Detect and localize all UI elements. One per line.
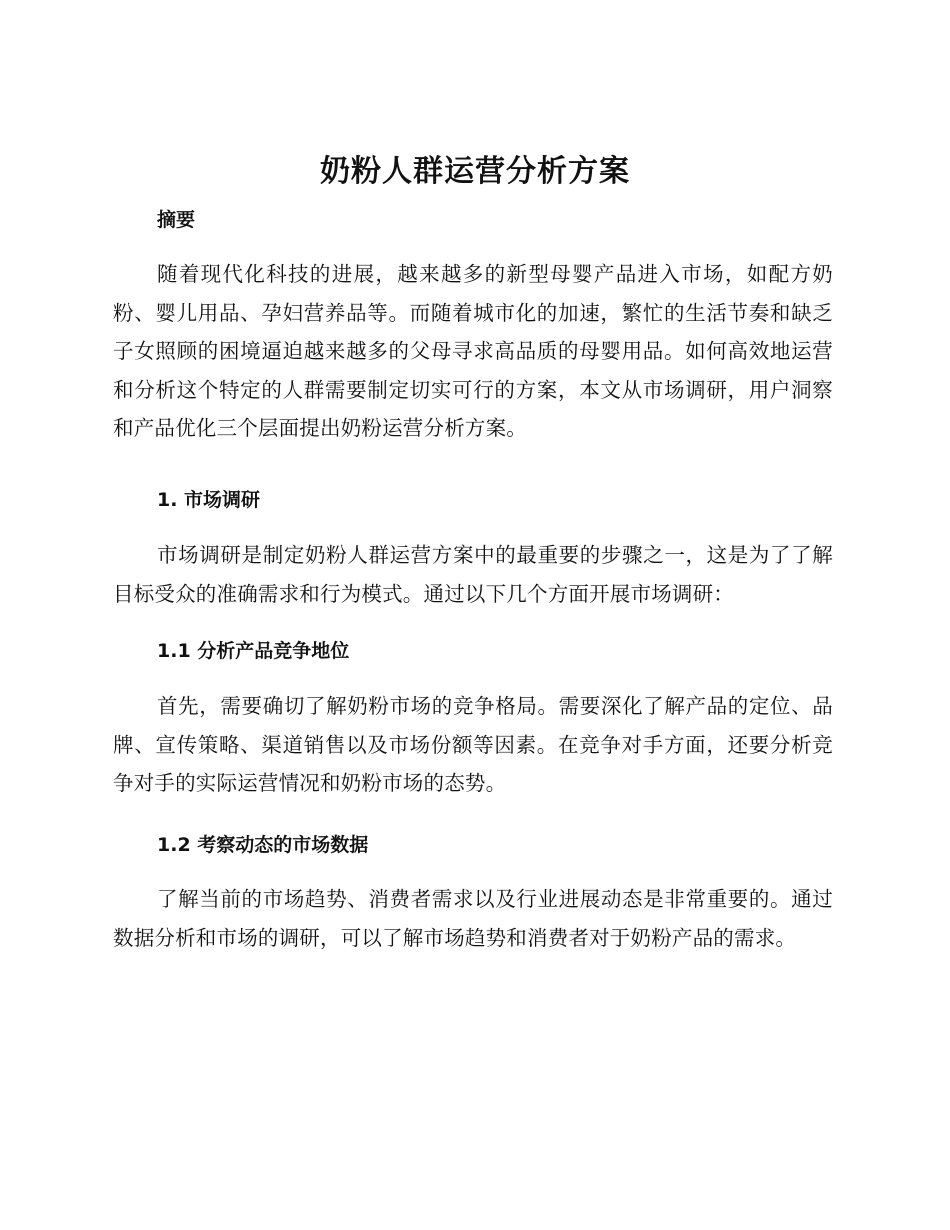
section-1-1-heading: 1.1 分析产品竞争地位 [157, 640, 350, 662]
abstract-heading: 摘要 [157, 209, 196, 231]
section-1-2-paragraph: 了解当前的市场趋势、消费者需求以及行业进展动态是非常重要的。通过数据分析和市场的调研，可以了解市场趋势和消费者对于奶粉产品的需求。 [113, 887, 833, 950]
section-1-paragraph: 市场调研是制定奶粉人群运营方案中的最重要的步骤之一，这是为了了解目标受众的准确需求和行为模式。通过以下几个方面开展市场调研： [113, 543, 833, 606]
section-1-2-heading: 1.2 考察动态的市场数据 [157, 834, 369, 856]
section-1-1-paragraph: 首先，需要确切了解奶粉市场的竞争格局。需要深化了解产品的定位、品牌、宣传策略、渠道销售以及市场份额等因素。在竞争对手方面，还要分析竞争对手的实际运营情况和奶粉市场的态势。 [113, 694, 833, 795]
abstract-paragraph: 随着现代化科技的进展，越来越多的新型母婴产品进入市场，如配方奶粉、婴儿用品、孕妇营养品等。而随着城市化的加速，繁忙的生活节奏和缺乏子女照顾的困境逼迫越来越多的父母寻求高品质的母婴用品。如何高效地运营和分析这个特定的人群需要制定切实可行的方案，本文从市场调研，用户洞察和产品优化三个层面提出奶粉运营分析方案。 [113, 262, 833, 440]
document-title: 奶粉人群运营分析方案 [320, 154, 630, 189]
section-1-heading: 1. 市场调研 [157, 489, 261, 511]
